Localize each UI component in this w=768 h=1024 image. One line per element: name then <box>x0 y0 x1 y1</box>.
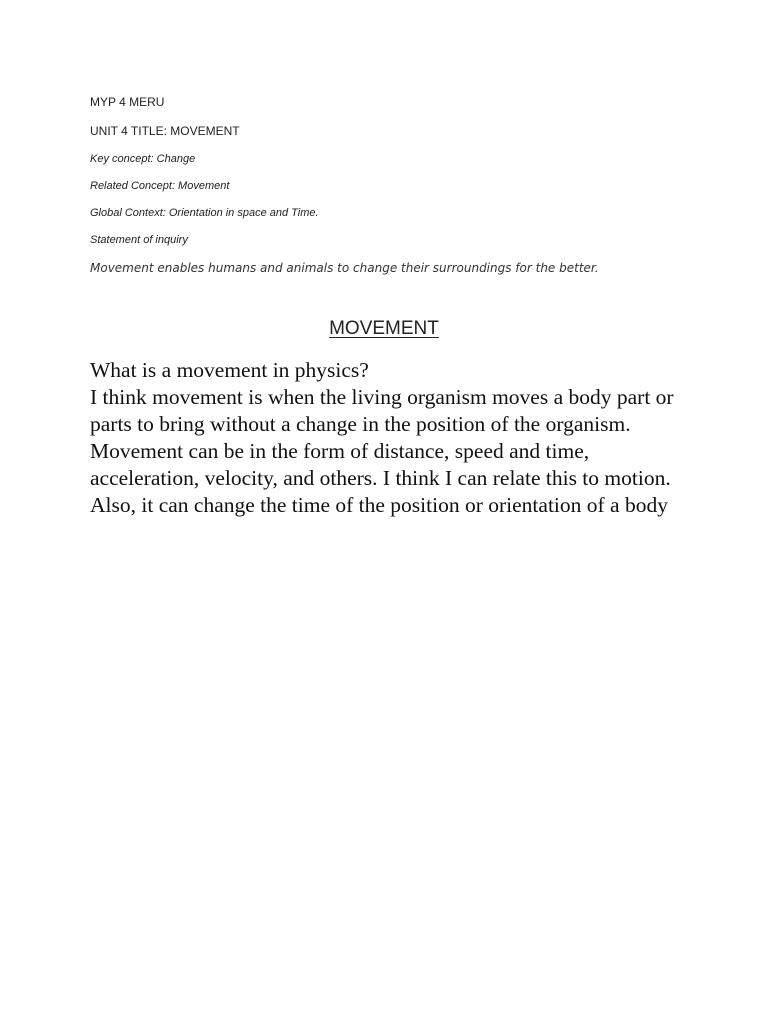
class-line: MYP 4 MERU <box>90 95 165 109</box>
paragraph-forms: Movement can be in the form of distance, speed and time, acceleration, velocity, and others. I think I can relate this to motion. <box>90 439 671 490</box>
statement-of-inquiry: Movement enables humans and animals to change their surroundings for the better. <box>90 261 599 275</box>
paragraph-definition: I think movement is when the living organism moves a body part or parts to bring without a change in the position of the organism. <box>90 385 674 436</box>
related-concept: Related Concept: Movement <box>90 180 230 192</box>
section-heading-text: MOVEMENT <box>329 318 439 339</box>
global-context: Global Context: Orientation in space and Time. <box>90 207 319 219</box>
paragraph-question: What is a movement in physics? <box>90 358 369 382</box>
paragraph-orientation: Also, it can change the time of the position or orientation of a body <box>90 493 668 517</box>
key-concept: Key concept: Change <box>90 153 196 165</box>
body-text <box>90 357 680 519</box>
section-heading <box>0 318 768 340</box>
unit-title: UNIT 4 TITLE: MOVEMENT <box>90 124 240 138</box>
statement-label: Statement of inquiry <box>90 234 188 246</box>
